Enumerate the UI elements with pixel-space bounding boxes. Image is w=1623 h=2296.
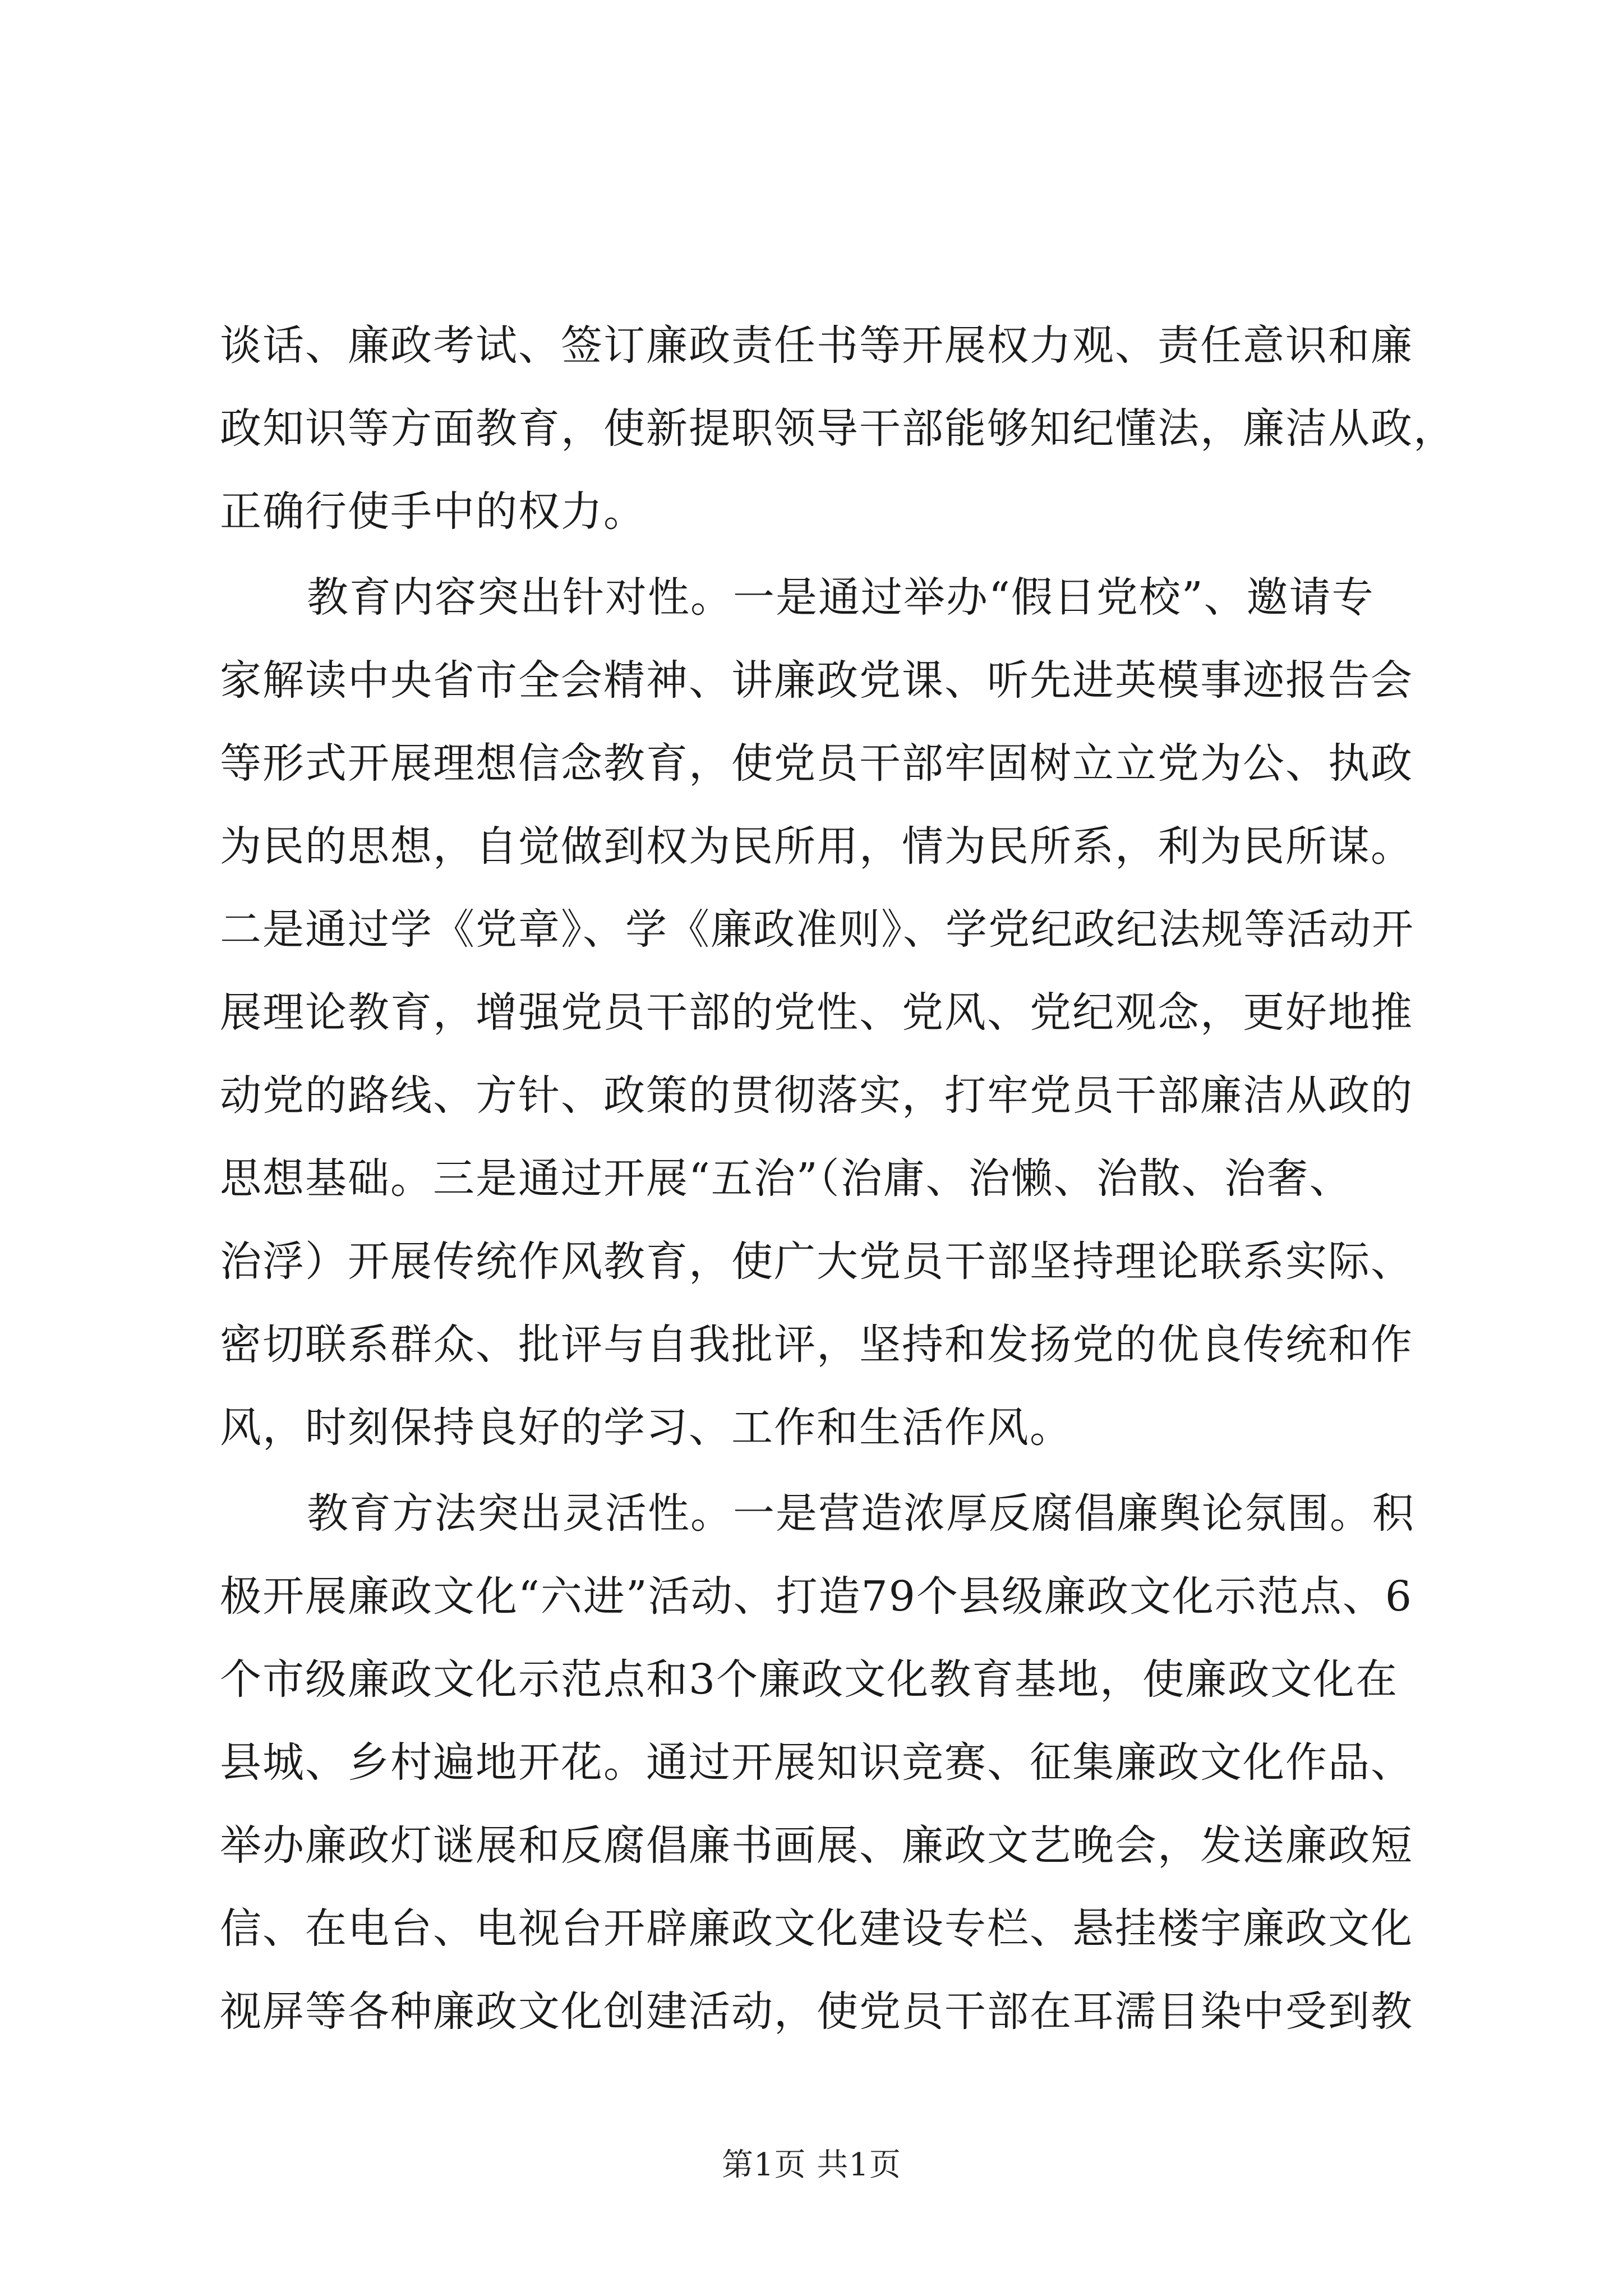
text-line: 等形式开展理想信念教育，使党员干部牢固树立立党为公、执政 bbox=[220, 739, 1413, 788]
text-line: 动党的路线、方针、政策的贯彻落实，打牢党员干部廉洁从政的 bbox=[220, 1071, 1413, 1120]
text-line: 为民的思想，自觉做到权为民所用，情为民所系，利为民所谋。 bbox=[220, 822, 1413, 871]
text-line: 治浮）开展传统作风教育，使广大党员干部坚持理论联系实际、 bbox=[220, 1237, 1413, 1286]
text-line: 举办廉政灯谜展和反腐倡廉书画展、廉政文艺晚会，发送廉政短 bbox=[220, 1821, 1413, 1870]
text-line: 谈话、廉政考试、签订廉政责任书等开展权力观、责任意识和廉 bbox=[220, 321, 1413, 370]
text-line: 思想基础。三是通过开展“五治”（治庸、治懒、治散、治奢、 bbox=[220, 1154, 1352, 1203]
text-line: 个市级廉政文化示范点和3个廉政文化教育基地，使廉政文化在 bbox=[220, 1655, 1399, 1704]
text-line: 政知识等方面教育，使新提职领导干部能够知纪懂法，廉洁从政， bbox=[220, 404, 1456, 453]
page-number-label: 第1页 共1页 bbox=[721, 2147, 902, 2183]
text-line: 信、在电台、电视台开辟廉政文化建设专栏、悬挂楼宇廉政文化 bbox=[220, 1904, 1413, 1953]
text-line: 正确行使手中的权力。 bbox=[220, 487, 646, 536]
text-line: 极开展廉政文化“六进”活动、打造79个县级廉政文化示范点、6 bbox=[220, 1572, 1413, 1621]
text-line: 教育内容突出针对性。一是通过举办“假日党校”、邀请专 bbox=[307, 573, 1375, 622]
paragraph-3 bbox=[220, 1472, 1437, 2053]
text-line: 风，时刻保持良好的学习、工作和生活作风。 bbox=[220, 1404, 1072, 1452]
document-body bbox=[220, 304, 1456, 2053]
text-line: 教育方法突出灵活性。一是营造浓厚反腐倡廉舆论氛围。积 bbox=[307, 1489, 1415, 1538]
text-line: 密切联系群众、批评与自我批评，坚持和发扬党的优良传统和作 bbox=[220, 1320, 1413, 1369]
text-line: 展理论教育，增强党员干部的党性、党风、党纪观念，更好地推 bbox=[220, 988, 1413, 1037]
text-line: 二是通过学《党章》、学《廉政准则》、学党纪政纪法规等活动开 bbox=[220, 905, 1414, 954]
text-line: 家解读中央省市全会精神、讲廉政党课、听先进英模事迹报告会 bbox=[220, 656, 1413, 705]
page-footer bbox=[0, 2143, 1623, 2188]
paragraph-1 bbox=[220, 304, 1456, 553]
text-line: 视屏等各种廉政文化创建活动，使党员干部在耳濡目染中受到教 bbox=[220, 1987, 1413, 2036]
text-line: 县城、乡村遍地开花。通过开展知识竞赛、征集廉政文化作品、 bbox=[220, 1738, 1413, 1787]
paragraph-2 bbox=[220, 556, 1437, 1469]
